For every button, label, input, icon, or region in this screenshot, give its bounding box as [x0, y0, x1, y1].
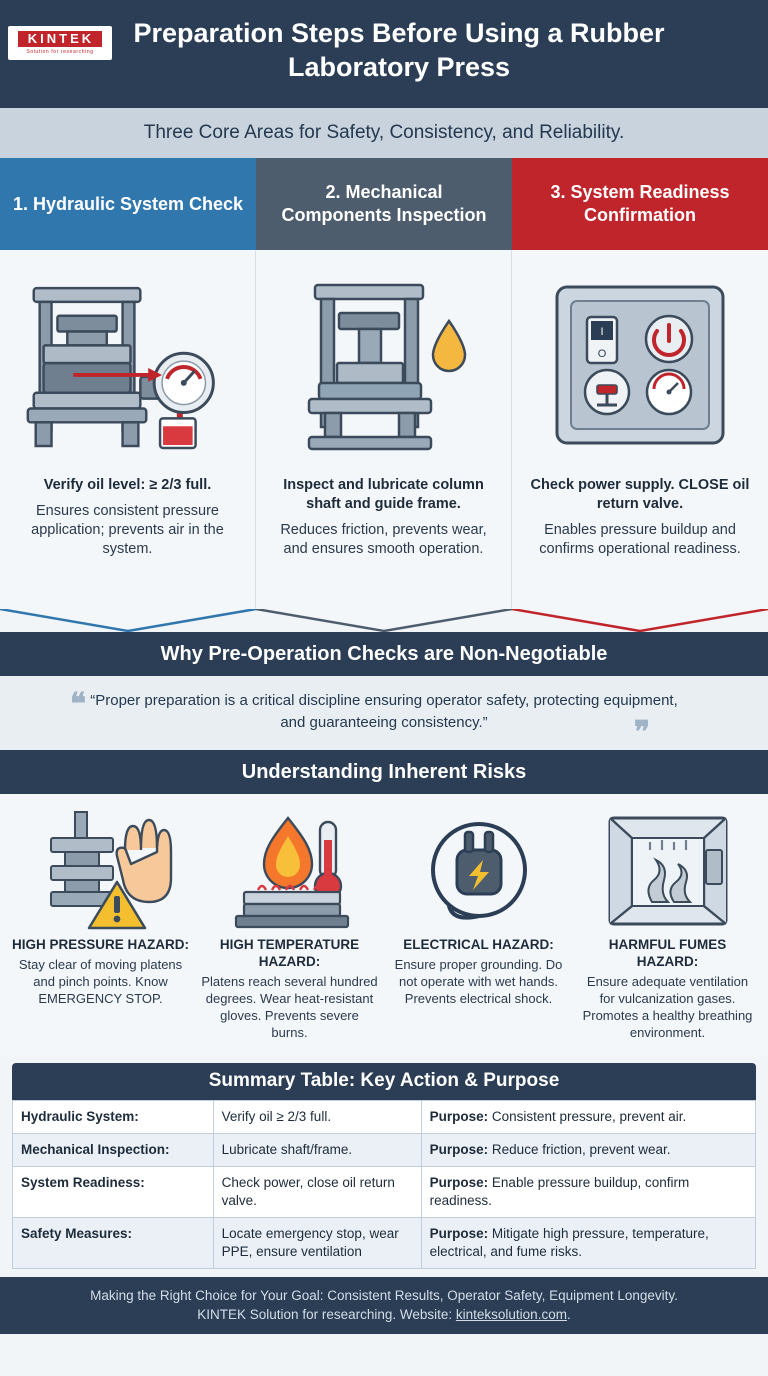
row-4-purpose-text: Mitigate high pressure, temperature, electrical, and fume risks. [429, 1226, 709, 1259]
row-4-area: Safety Measures: [13, 1218, 214, 1269]
control-panel-switch-icon [526, 266, 754, 476]
electric-plug-icon [390, 808, 567, 936]
subtitle-text: Three Core Areas for Safety, Consistency, and Reliability. [143, 122, 625, 143]
press-frame-with-oil-drop-icon [270, 266, 497, 476]
risk-high-pressure [6, 804, 195, 1045]
risk-2-desc: Platens reach several hundred degrees. Wear heat-resistant gloves. Prevents severe burns. [201, 974, 378, 1040]
column-system-readiness-confirmation [512, 158, 768, 610]
column-1-lead: Verify oil level: ≥ 2/3 full. [43, 477, 212, 493]
row-4-action: Locate emergency stop, wear PPE, ensure ventilation [213, 1218, 421, 1269]
row-3-purpose [421, 1167, 755, 1218]
summary-table-wrap [0, 1057, 768, 1277]
footer [0, 1277, 768, 1334]
row-2-action: Lubricate shaft/frame. [213, 1134, 421, 1167]
quote-text: “Proper preparation is a critical discipline ensuring operator safety, protecting equipment, and guaranteeing consistency.” [90, 692, 678, 731]
row-2-purpose [421, 1134, 755, 1167]
footer-line-1: Making the Right Choice for Your Goal: Consistent Results, Operator Safety, Equipment Longevity. [90, 1288, 678, 1303]
column-2-lead: Inspect and lubricate column shaft and guide frame. [283, 477, 484, 512]
table-row [13, 1167, 756, 1218]
risk-electrical [384, 804, 573, 1045]
row-3-area: System Readiness: [13, 1167, 214, 1218]
wedge-2-outline [256, 609, 512, 632]
kintek-logo [8, 26, 112, 60]
column-3-heading: 3. System Readiness Confirmation [512, 158, 768, 250]
column-3-lead: Check power supply. CLOSE oil return valve. [530, 477, 750, 512]
column-hydraulic-system-check [0, 158, 256, 610]
risk-1-title: HIGH PRESSURE HAZARD: [12, 937, 190, 952]
svg-text:I: I [600, 325, 604, 338]
risk-4-title: HARMFUL FUMES HAZARD: [608, 937, 727, 969]
row-4-purpose [421, 1218, 755, 1269]
header [0, 0, 768, 108]
risks-band-title: Understanding Inherent Risks [0, 750, 768, 794]
summary-table-title: Summary Table: Key Action & Purpose [12, 1063, 756, 1100]
risk-3-title: ELECTRICAL HAZARD: [403, 937, 554, 952]
table-row [13, 1101, 756, 1134]
open-quote-icon: ❝ [70, 688, 87, 721]
footer-line-2 [10, 1305, 758, 1324]
risk-harmful-fumes [573, 804, 762, 1045]
row-1-purpose [421, 1101, 755, 1134]
quote-band-title: Why Pre-Operation Checks are Non-Negotiable [0, 632, 768, 676]
table-row [13, 1218, 756, 1269]
row-2-area: Mechanical Inspection: [13, 1134, 214, 1167]
subtitle-bar [0, 108, 768, 158]
table-row [13, 1134, 756, 1167]
risk-1-desc: Stay clear of moving platens and pinch points. Know EMERGENCY STOP. [18, 957, 183, 1006]
hand-crush-warning-icon [12, 808, 189, 936]
hydraulic-press-with-gauge-icon [14, 266, 241, 476]
summary-table [12, 1100, 756, 1269]
flame-thermometer-icon [201, 808, 378, 936]
row-2-purpose-label: Purpose: [429, 1142, 489, 1157]
row-4-purpose-label: Purpose: [429, 1226, 489, 1241]
page-title: Preparation Steps Before Using a Rubber Laboratory Press [133, 18, 665, 82]
row-1-action: Verify oil ≥ 2/3 full. [213, 1101, 421, 1134]
column-3-desc: Enables pressure buildup and confirms operational readiness. [539, 522, 741, 557]
column-2-body [256, 250, 512, 610]
row-1-area: Hydraulic System: [13, 1101, 214, 1134]
column-wedges [0, 610, 768, 632]
column-2-heading: 2. Mechanical Components Inspection [256, 158, 512, 250]
footer-website-link[interactable]: kinteksolution.com [455, 1307, 567, 1322]
quote-body [0, 676, 768, 750]
risk-2-title: HIGH TEMPERATURE HAZARD: [219, 937, 360, 969]
risk-3-desc: Ensure proper grounding. Do not operate with wet hands. Prevents electrical shock. [394, 957, 563, 1006]
wedge-1-outline [0, 609, 256, 632]
risk-4-desc: Ensure adequate ventilation for vulcanization gases. Promotes a healthy breathing environment. [582, 974, 753, 1040]
column-1-body [0, 250, 256, 610]
footer-line-2-suffix: . [566, 1307, 571, 1322]
logo-wordmark: KINTEK [18, 31, 102, 47]
row-2-purpose-text: Reduce friction, prevent wear. [491, 1142, 671, 1157]
close-quote-icon: ❞ [633, 716, 650, 749]
wedge-3-outline [512, 609, 768, 632]
risks-row [0, 794, 768, 1057]
core-areas-columns [0, 158, 768, 610]
risk-high-temperature [195, 804, 384, 1045]
row-3-purpose-text: Enable pressure buildup, confirm readiness. [429, 1175, 690, 1208]
row-3-action: Check power, close oil return valve. [213, 1167, 421, 1218]
footer-line-2-prefix: KINTEK Solution for researching. Website: [197, 1307, 456, 1322]
column-1-heading: 1. Hydraulic System Check [0, 158, 256, 250]
svg-text:O: O [597, 347, 607, 360]
row-3-purpose-label: Purpose: [429, 1175, 489, 1190]
column-3-body [512, 250, 768, 610]
column-mechanical-components-inspection [256, 158, 512, 610]
column-1-desc: Ensures consistent pressure application; prevents air in the system. [31, 503, 224, 557]
column-2-desc: Reduces friction, prevents wear, and ensures smooth operation. [280, 522, 487, 557]
logo-tagline: Solution for researching [26, 49, 94, 55]
row-1-purpose-label: Purpose: [429, 1109, 489, 1124]
fume-ventilation-icon [579, 808, 756, 936]
row-1-purpose-text: Consistent pressure, prevent air. [491, 1109, 687, 1124]
